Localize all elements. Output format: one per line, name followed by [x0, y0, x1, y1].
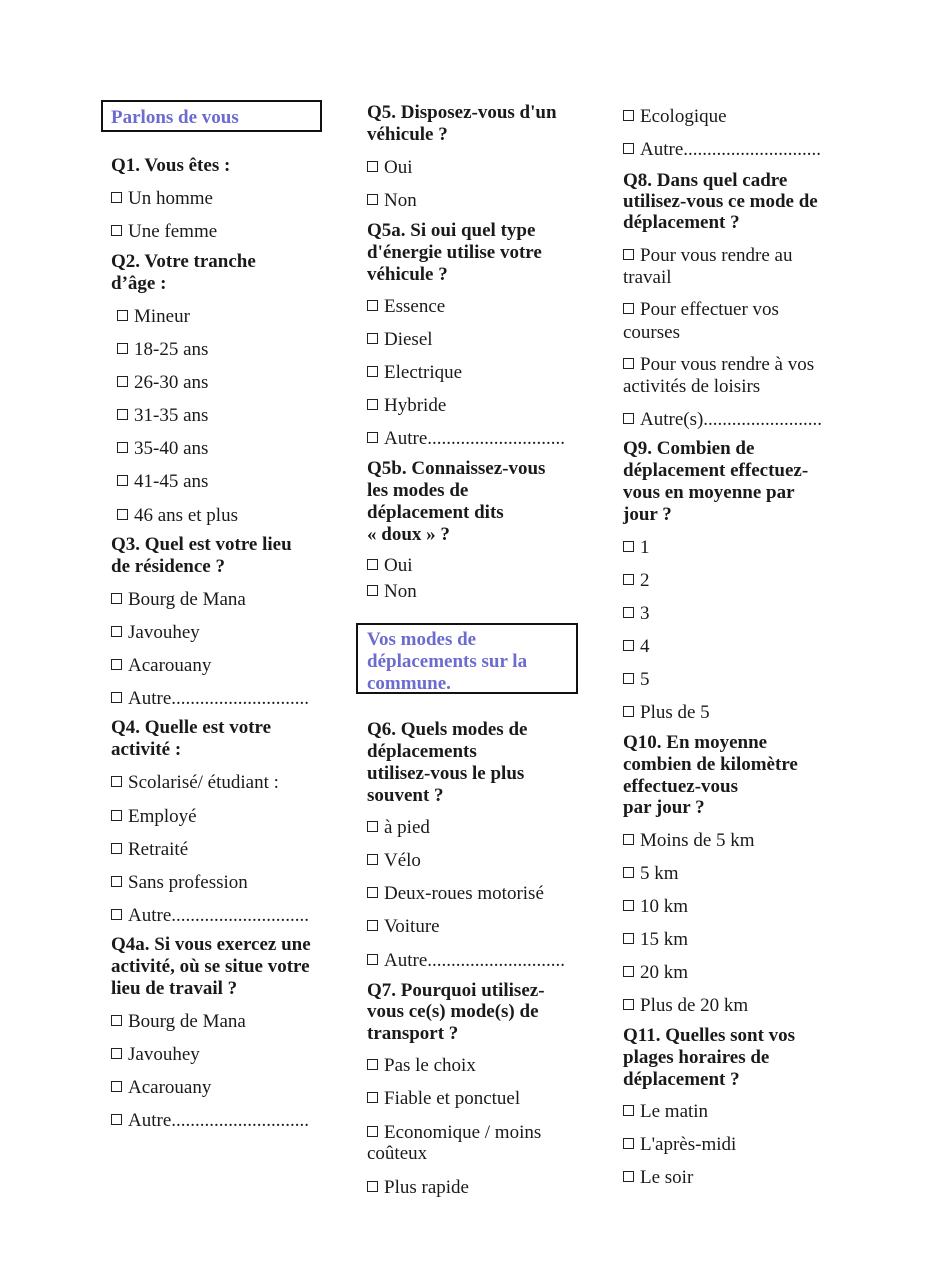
question-q6-line4: souvent ? — [367, 785, 444, 806]
option-non[interactable]: Non — [367, 190, 417, 212]
option-courses-line2: courses — [623, 322, 680, 343]
option-non[interactable]: Non — [367, 581, 417, 603]
question-q5a-line2: d'énergie utilise votre — [367, 242, 542, 263]
checkbox-icon[interactable] — [623, 933, 634, 944]
question-q6-line3: utilisez-vous le plus — [367, 763, 525, 784]
question-q7-line1: Q7. Pourquoi utilisez- — [367, 980, 545, 1001]
checkbox-icon[interactable] — [117, 509, 128, 520]
option-sans-profession[interactable]: Sans profession — [111, 872, 248, 894]
option-5[interactable]: 5 — [623, 669, 650, 691]
question-q9-line2: déplacement effectuez- — [623, 460, 809, 481]
option-le-matin[interactable]: Le matin — [623, 1101, 708, 1123]
option-oui[interactable]: Oui — [367, 157, 413, 179]
checkbox-icon[interactable] — [111, 909, 122, 920]
checkbox-icon[interactable] — [367, 300, 378, 311]
option-autres[interactable]: Autre(s)......................... — [623, 409, 822, 431]
question-q8-line2: utilisez-vous ce mode de — [623, 191, 818, 212]
checkbox-icon[interactable] — [623, 900, 634, 911]
checkbox-icon[interactable] — [623, 607, 634, 618]
checkbox-icon[interactable] — [367, 1181, 378, 1192]
checkbox-icon[interactable] — [117, 343, 128, 354]
option-46-plus[interactable]: 46 ans et plus — [117, 505, 238, 527]
question-q2-line2: d’âge : — [111, 273, 167, 294]
question-q5-line1: Q5. Disposez-vous d'un — [367, 102, 557, 123]
question-q10-line3: effectuez-vous — [623, 776, 739, 797]
checkbox-icon[interactable] — [367, 585, 378, 596]
checkbox-icon[interactable] — [623, 673, 634, 684]
checkbox-icon[interactable] — [367, 366, 378, 377]
checkbox-icon[interactable] — [111, 659, 122, 670]
option-oui[interactable]: Oui — [367, 555, 413, 577]
checkbox-icon[interactable] — [111, 1114, 122, 1125]
section-title-line2: déplacements sur la — [367, 651, 528, 672]
checkbox-icon[interactable] — [367, 559, 378, 570]
option-travail-line2: travail — [623, 267, 672, 288]
section-title: Parlons de vous — [111, 107, 239, 128]
question-q10-line2: combien de kilomètre — [623, 754, 798, 775]
option-3[interactable]: 3 — [623, 603, 650, 625]
option-hybride[interactable]: Hybride — [367, 395, 446, 417]
checkbox-icon[interactable] — [367, 887, 378, 898]
option-loisirs[interactable]: Pour vous rendre à vos — [623, 354, 814, 376]
question-q8-line3: déplacement ? — [623, 212, 740, 233]
option-javouhey[interactable]: Javouhey — [111, 622, 200, 644]
option-plus-de-5[interactable]: Plus de 5 — [623, 702, 710, 724]
question-q5b-line4: « doux » ? — [367, 524, 450, 545]
checkbox-icon[interactable] — [623, 574, 634, 585]
section-title-line1: Vos modes de — [367, 629, 477, 650]
option-femme[interactable]: Une femme — [111, 221, 217, 243]
checkbox-icon[interactable] — [111, 593, 122, 604]
option-15-km[interactable]: 15 km — [623, 929, 688, 951]
option-autre[interactable]: Autre............................. — [111, 905, 309, 927]
question-q8-line1: Q8. Dans quel cadre — [623, 170, 788, 191]
option-4[interactable]: 4 — [623, 636, 650, 658]
question-q5-line2: véhicule ? — [367, 124, 448, 145]
checkbox-icon[interactable] — [623, 1138, 634, 1149]
checkbox-icon[interactable] — [111, 626, 122, 637]
checkbox-icon[interactable] — [111, 1015, 122, 1026]
question-q4a-line2: activité, où se situe votre — [111, 956, 310, 977]
question-q9-line1: Q9. Combien de — [623, 438, 755, 459]
option-employe[interactable]: Employé — [111, 806, 197, 828]
checkbox-icon[interactable] — [111, 192, 122, 203]
checkbox-icon[interactable] — [111, 843, 122, 854]
question-q3-line2: de résidence ? — [111, 556, 225, 577]
option-2[interactable]: 2 — [623, 570, 650, 592]
option-bourg-de-mana[interactable]: Bourg de Mana — [111, 589, 246, 611]
option-voiture[interactable]: Voiture — [367, 916, 440, 938]
question-q5a-line1: Q5a. Si oui quel type — [367, 220, 536, 241]
checkbox-icon[interactable] — [111, 876, 122, 887]
option-41-45[interactable]: 41-45 ans — [117, 471, 208, 493]
question-q11-line3: déplacement ? — [623, 1069, 740, 1090]
checkbox-icon[interactable] — [623, 966, 634, 977]
checkbox-icon[interactable] — [367, 1126, 378, 1137]
option-autre[interactable]: Autre............................. — [367, 950, 565, 972]
option-pas-le-choix[interactable]: Pas le choix — [367, 1055, 476, 1077]
checkbox-icon[interactable] — [367, 333, 378, 344]
checkbox-icon[interactable] — [623, 1105, 634, 1116]
checkbox-icon[interactable] — [367, 432, 378, 443]
question-q6-line2: déplacements — [367, 741, 477, 762]
question-q9-line4: jour ? — [623, 504, 672, 525]
option-26-30[interactable]: 26-30 ans — [117, 372, 208, 394]
option-travail[interactable]: Pour vous rendre au — [623, 245, 793, 267]
checkbox-icon[interactable] — [623, 834, 634, 845]
option-velo[interactable]: Vélo — [367, 850, 421, 872]
option-essence[interactable]: Essence — [367, 296, 445, 318]
checkbox-icon[interactable] — [623, 413, 634, 424]
option-20-km[interactable]: 20 km — [623, 962, 688, 984]
checkbox-icon[interactable] — [117, 376, 128, 387]
checkbox-icon[interactable] — [117, 475, 128, 486]
question-q5b-line1: Q5b. Connaissez-vous — [367, 458, 546, 479]
option-economique-line2: coûteux — [367, 1143, 428, 1164]
checkbox-icon[interactable] — [623, 706, 634, 717]
checkbox-icon[interactable] — [623, 249, 634, 260]
option-31-35[interactable]: 31-35 ans — [117, 405, 208, 427]
option-a-pied[interactable]: à pied — [367, 817, 430, 839]
question-q4a-line1: Q4a. Si vous exercez une — [111, 934, 311, 955]
checkbox-icon[interactable] — [367, 161, 378, 172]
option-javouhey[interactable]: Javouhey — [111, 1044, 200, 1066]
question-q7-line2: vous ce(s) mode(s) de — [367, 1001, 539, 1022]
section-title-line3: commune. — [367, 673, 451, 694]
checkbox-icon[interactable] — [367, 954, 378, 965]
option-le-soir[interactable]: Le soir — [623, 1167, 693, 1189]
option-loisirs-line2: activités de loisirs — [623, 376, 761, 397]
option-diesel[interactable]: Diesel — [367, 329, 433, 351]
checkbox-icon[interactable] — [111, 810, 122, 821]
checkbox-icon[interactable] — [117, 442, 128, 453]
option-ecologique[interactable]: Ecologique — [623, 106, 727, 128]
option-fiable[interactable]: Fiable et ponctuel — [367, 1088, 520, 1110]
option-mineur[interactable]: Mineur — [117, 306, 190, 328]
option-deux-roues[interactable]: Deux-roues motorisé — [367, 883, 544, 905]
question-q7-line3: transport ? — [367, 1023, 459, 1044]
checkbox-icon[interactable] — [623, 999, 634, 1010]
option-plus-de-20-km[interactable]: Plus de 20 km — [623, 995, 748, 1017]
checkbox-icon[interactable] — [367, 1092, 378, 1103]
checkbox-icon[interactable] — [623, 867, 634, 878]
question-q4-line1: Q4. Quelle est votre — [111, 717, 272, 738]
question-q2-line1: Q2. Votre tranche — [111, 251, 256, 272]
checkbox-icon[interactable] — [111, 225, 122, 236]
question-q4a-line3: lieu de travail ? — [111, 978, 238, 999]
option-35-40[interactable]: 35-40 ans — [117, 438, 208, 460]
checkbox-icon[interactable] — [367, 920, 378, 931]
question-q5a-line3: véhicule ? — [367, 264, 448, 285]
option-1[interactable]: 1 — [623, 537, 650, 559]
option-5-km[interactable]: 5 km — [623, 863, 679, 885]
option-plus-rapide[interactable]: Plus rapide — [367, 1177, 469, 1199]
option-bourg-de-mana[interactable]: Bourg de Mana — [111, 1011, 246, 1033]
option-electrique[interactable]: Electrique — [367, 362, 462, 384]
question-q1: Q1. Vous êtes : — [111, 155, 231, 176]
option-autre[interactable]: Autre............................. — [367, 428, 565, 450]
checkbox-icon[interactable] — [367, 194, 378, 205]
checkbox-icon[interactable] — [367, 854, 378, 865]
checkbox-icon[interactable] — [111, 1081, 122, 1092]
checkbox-icon[interactable] — [623, 1171, 634, 1182]
option-courses[interactable]: Pour effectuer vos — [623, 299, 779, 321]
question-q10-line1: Q10. En moyenne — [623, 732, 768, 753]
option-18-25[interactable]: 18-25 ans — [117, 339, 208, 361]
question-q5b-line3: déplacement dits — [367, 502, 504, 523]
checkbox-icon[interactable] — [623, 303, 634, 314]
checkbox-icon[interactable] — [117, 409, 128, 420]
question-q11-line1: Q11. Quelles sont vos — [623, 1025, 796, 1046]
option-acarouany[interactable]: Acarouany — [111, 1077, 211, 1099]
option-scolarise[interactable]: Scolarisé/ étudiant : — [111, 772, 279, 794]
checkbox-icon[interactable] — [623, 640, 634, 651]
option-economique[interactable]: Economique / moins — [367, 1122, 541, 1144]
checkbox-icon[interactable] — [367, 1059, 378, 1070]
checkbox-icon[interactable] — [111, 692, 122, 703]
checkbox-icon[interactable] — [117, 310, 128, 321]
checkbox-icon[interactable] — [623, 358, 634, 369]
checkbox-icon[interactable] — [623, 143, 634, 154]
question-q6-line1: Q6. Quels modes de — [367, 719, 528, 740]
checkbox-icon[interactable] — [367, 399, 378, 410]
option-autre[interactable]: Autre............................. — [111, 688, 309, 710]
option-autre[interactable]: Autre............................. — [623, 139, 821, 161]
option-moins-de-5-km[interactable]: Moins de 5 km — [623, 830, 755, 852]
question-q3-line1: Q3. Quel est votre lieu — [111, 534, 292, 555]
option-autre[interactable]: Autre............................. — [111, 1110, 309, 1132]
question-q10-line4: par jour ? — [623, 797, 705, 818]
option-apres-midi[interactable]: L'après-midi — [623, 1134, 736, 1156]
question-q4-line2: activité : — [111, 739, 182, 760]
question-q9-line3: vous en moyenne par — [623, 482, 795, 503]
question-q5b-line2: les modes de — [367, 480, 469, 501]
option-retraite[interactable]: Retraité — [111, 839, 188, 861]
checkbox-icon[interactable] — [623, 110, 634, 121]
checkbox-icon[interactable] — [111, 776, 122, 787]
checkbox-icon[interactable] — [623, 541, 634, 552]
option-homme[interactable]: Un homme — [111, 188, 213, 210]
option-10-km[interactable]: 10 km — [623, 896, 688, 918]
checkbox-icon[interactable] — [111, 1048, 122, 1059]
option-acarouany[interactable]: Acarouany — [111, 655, 211, 677]
question-q11-line2: plages horaires de — [623, 1047, 770, 1068]
checkbox-icon[interactable] — [367, 821, 378, 832]
